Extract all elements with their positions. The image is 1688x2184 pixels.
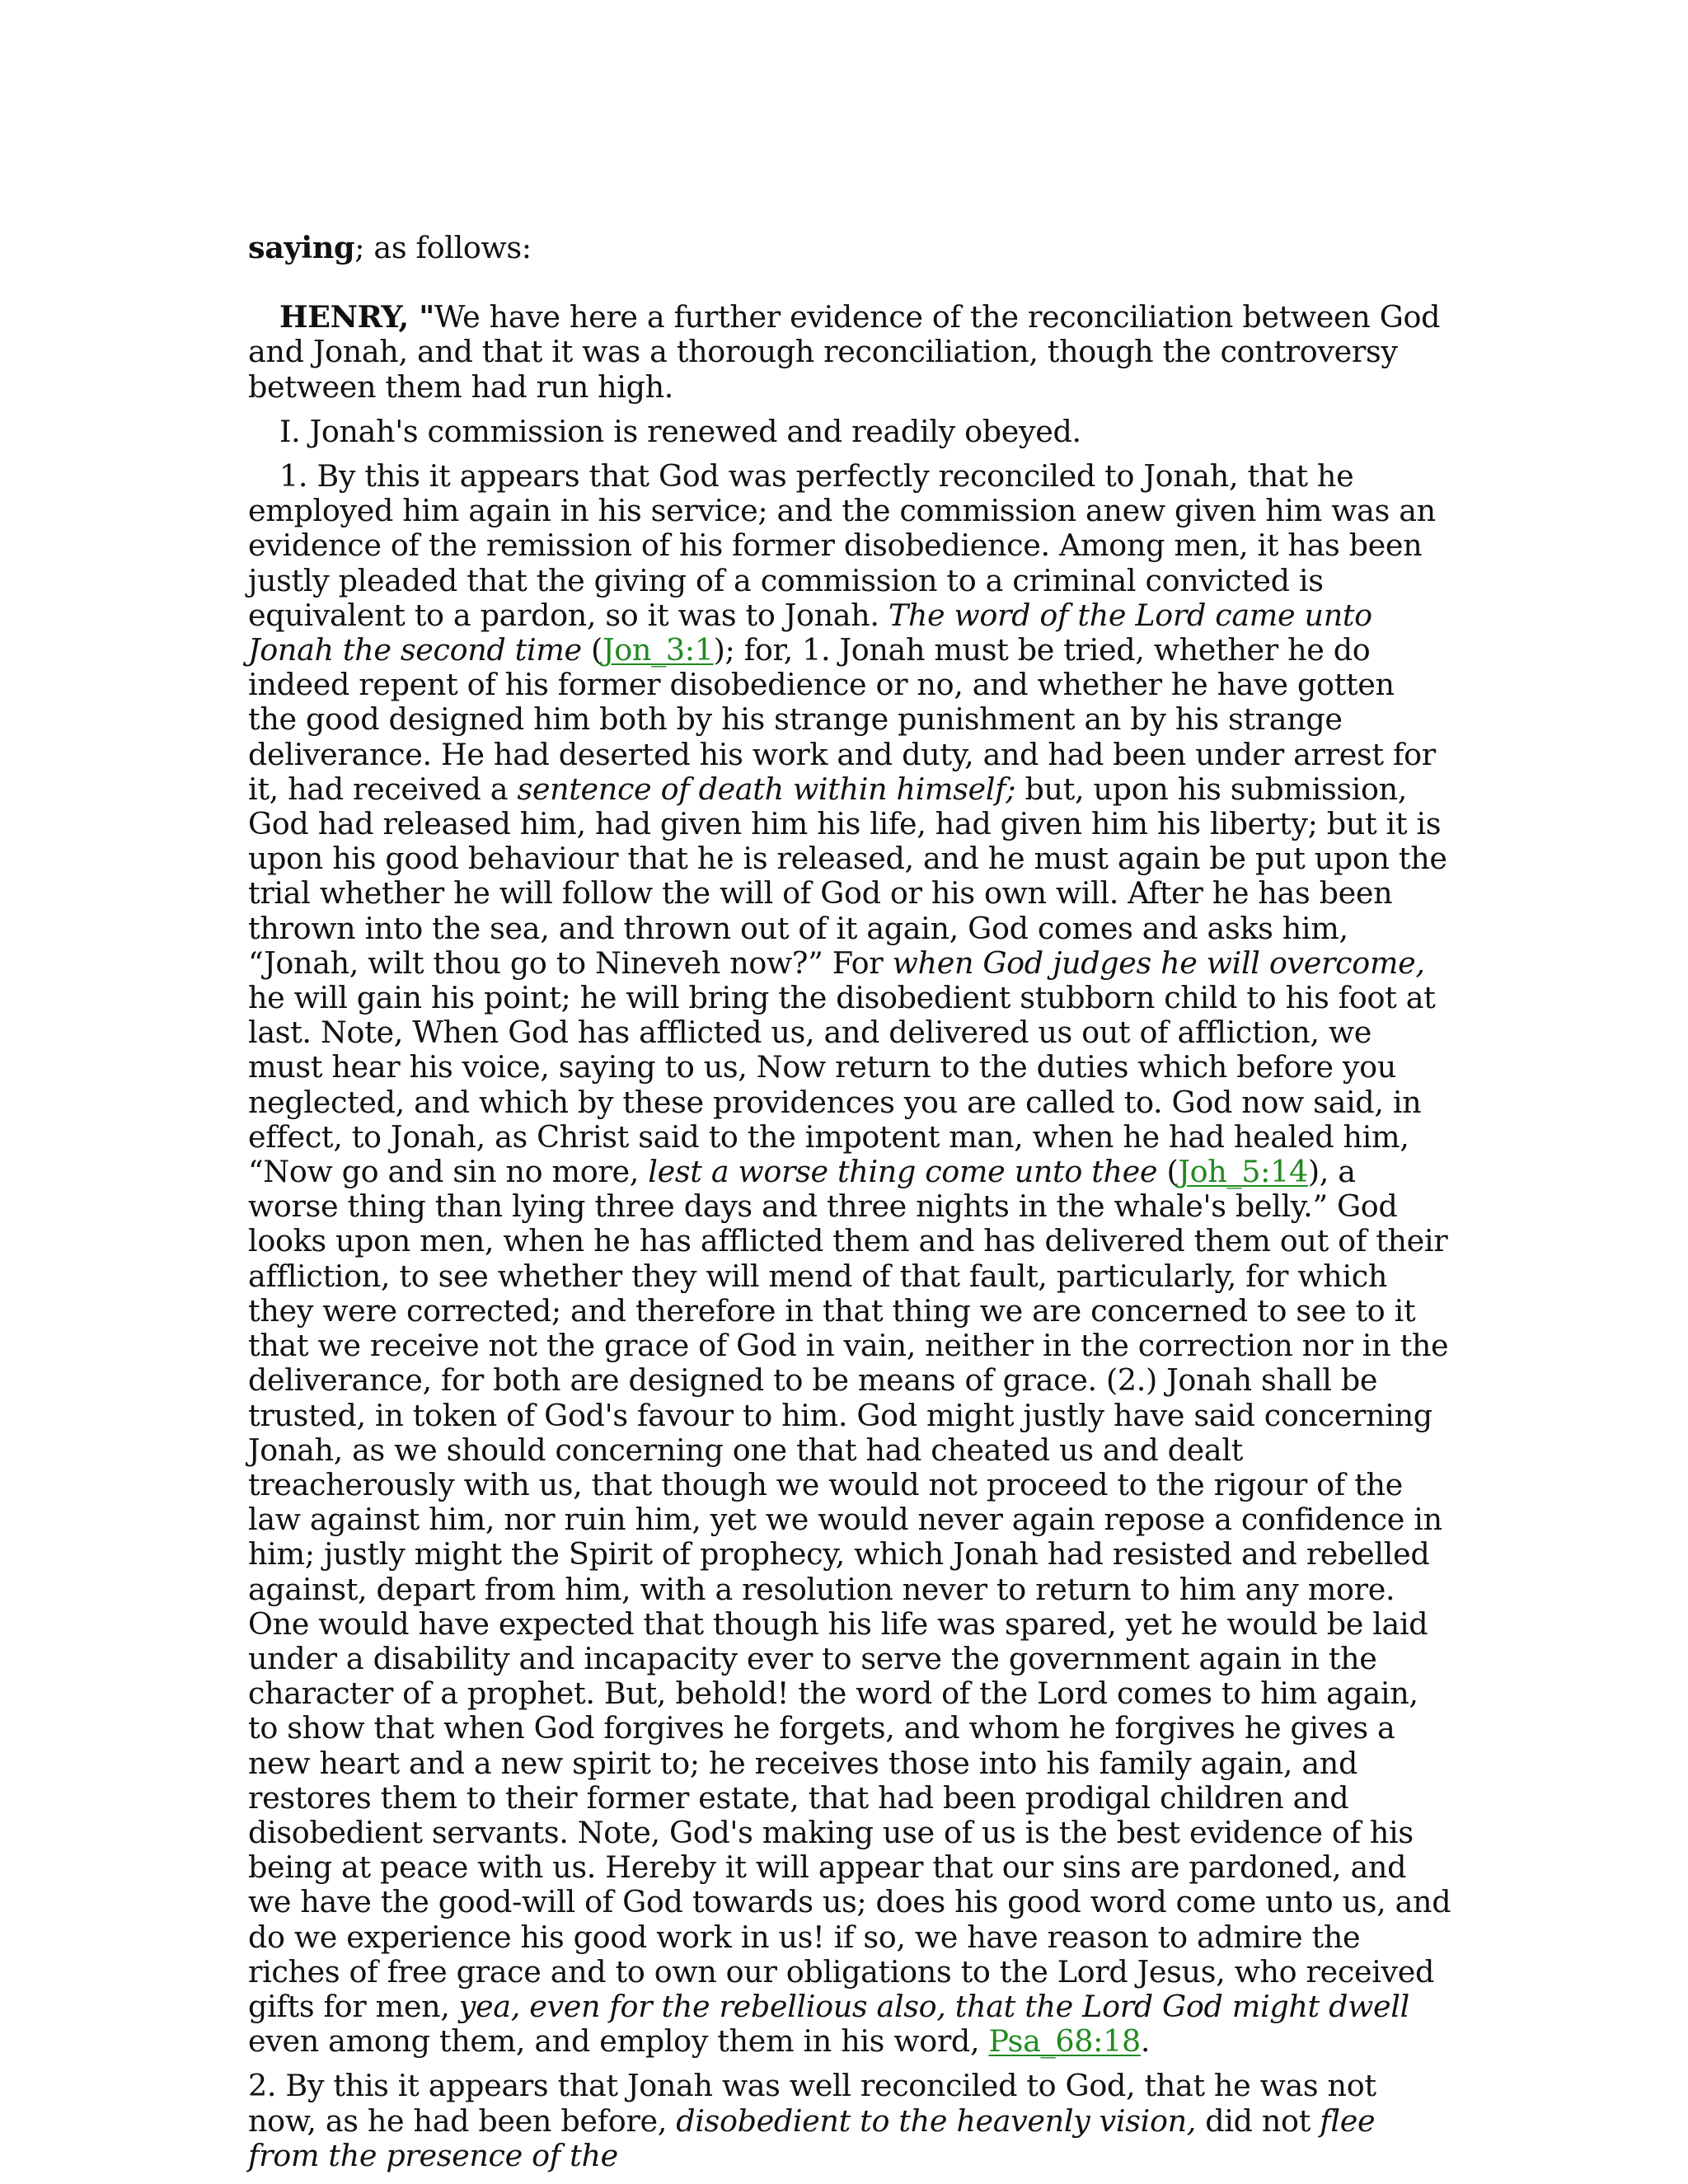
p2-italic-2: flee from the presence of the <box>248 2102 1376 2173</box>
p1-text-2: ( <box>581 632 603 668</box>
p2-italic-1: disobedient to the heavenly vision, <box>676 2102 1196 2139</box>
document-page <box>248 231 1451 2173</box>
intro-rest: ; as follows: <box>354 230 532 265</box>
p1-text-7: ), a worse thing than lying three days and three nights in the whale's belly.” God looks upon men, when he has afflicted them and has delivered them out of their affliction, to see whether they will mend of that fault, particularly, for which they were corrected; and therefore in that thing we are concerned to see to it that we receive not the grace of God in vain, neither in the correction nor in the deliverance, for both are designed to be means of grace. (2.) Jonah shall be trusted, in token of God's favour to him. God might justly have said concerning Jonah, as we should concerning one that had cheated us and dealt treacherously with us, that though we would not proceed to the rigour of the law against him, nor ruin him, yet we would never again repose a confidence in him; justly might the Spirit of prophecy, which Jonah had resisted and rebelled against, depart from him, with a resolution never to return to him any more. One would have expected that though his life was spared, yet he would be laid under a disability and incapacity ever to serve the government again in the character of a prophet. But, behold! the word of the Lord comes to him again, to show that when God forgives he forgets, and whom he forgives he gives a new heart and a new spirit to; he receives those into his family again, and restores them to their former estate, that had been prodigal children and disobedient servants. Note, God's making use of us is the best evidence of his being at peace with us. Hereby it will appear that our sins are pardoned, and we have the good-will of God towards us; does his good word come unto us, and do we experience his good work in us! if so, we have reason to admire the riches of free grace and to own our obligations to the Lord Jesus, who received gifts for men, <box>248 1154 1451 2024</box>
section-heading: I. Jonah's commission is renewed and readily obeyed. <box>279 413 1081 449</box>
point-1-paragraph <box>248 459 1451 2059</box>
p1-text-8: even among them, and employ them in his word, <box>248 2023 989 2060</box>
henry-paragraph <box>248 300 1451 405</box>
p1-italic-5: yea, even for the rebellious also, that the Lord God might dwell <box>458 1988 1409 2024</box>
henry-label: HENRY, " <box>279 299 434 335</box>
p1-text-3: ); for, 1. Jonah must be tried, whether he do indeed repent of his former disobedience or no, and whether he have gotten the good designed him both by his strange punishment an by his strange deliverance. He had deserted his work and duty, and had been under arrest for it, had received a <box>248 632 1436 807</box>
intro-bold-word: saying <box>248 230 355 265</box>
henry-text: We have here a further evidence of the reconciliation between God and Jonah, and that it was a thorough reconciliation, though the controversy between them had run high. <box>248 299 1441 405</box>
p1-italic-3: when God judges he will overcome, <box>892 944 1425 981</box>
point-2-paragraph <box>248 2069 1451 2173</box>
p1-text-9: . <box>1140 2023 1151 2060</box>
scripture-link-psa-68-18[interactable]: Psa_68:18 <box>988 2023 1141 2060</box>
p1-text-4: but, upon his submission, God had released him, had given him his life, had given him his liberty; but it is upon his good behaviour that he is released, and he must again be put upon the trial whether he will follow the will of God or his own will. After he has been thrown into the sea, and thrown out of it again, God comes and asks him, “Jonah, wilt thou go to Nineveh now?” For <box>248 771 1447 981</box>
p1-italic-4: lest a worse thing come unto thee <box>648 1154 1158 1190</box>
scripture-link-joh-5-14[interactable]: Joh_5:14 <box>1178 1154 1308 1190</box>
p2-text-1: 2. By this it appears that Jonah was well reconciled to God, that he was not now, as he had been before, <box>248 2068 1376 2139</box>
p1-italic-2: sentence of death within himself; <box>517 771 1016 807</box>
p2-text-2: did not <box>1196 2102 1320 2139</box>
p1-text-1: 1. By this it appears that God was perfectly reconciled to Jonah, that he employed him again in his service; and the commission anew given him was an evidence of the remission of his former disobedience. Among men, it has been justly pleaded that the giving of a commission to a criminal convicted is equivalent to a pardon, so it was to Jonah. <box>248 458 1436 633</box>
p1-text-6: ( <box>1157 1154 1179 1190</box>
scripture-link-jon-3-1[interactable]: Jon_3:1 <box>602 632 714 668</box>
intro-line <box>248 231 1451 265</box>
p1-italic-1: The word of the Lord came unto Jonah the second time <box>248 597 1372 668</box>
p1-text-5: he will gain his point; he will bring the disobedient stubborn child to his foot at last. Note, When God has afflicted us, and delivered us out of affliction, we must hear his voice, saying to us, Now return to the duties which before you neglected, and which by these providences you are called to. God now said, in effect, to Jonah, as Christ said to the impotent man, when he had healed him, “Now go and sin no more, <box>248 980 1436 1190</box>
